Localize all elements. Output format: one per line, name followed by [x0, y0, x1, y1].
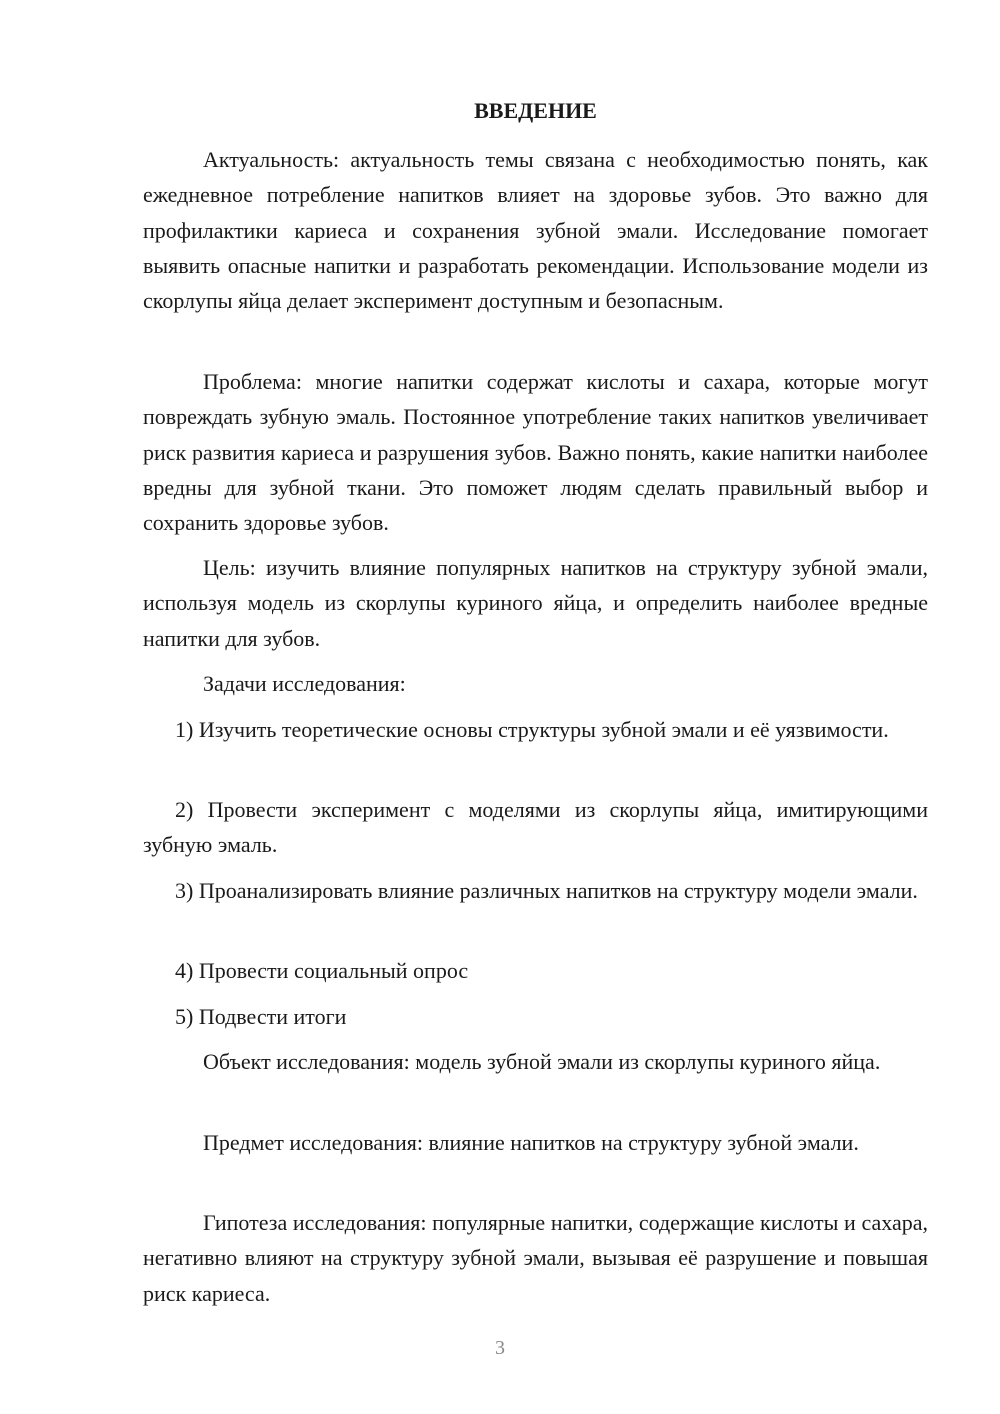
object-paragraph: Объект исследования: модель зубной эмали из скорлупы куриного яйца.: [203, 1049, 881, 1074]
problem-paragraph: Проблема: многие напитки содержат кислоты и сахара, которые могут повреждать зубную эмаль. Постоянное употребление таких напитков увеличивает риск развития кариеса и разрушения зубов. Важно понять, какие напитки наиболее вредны для зубной ткани. Это поможет людям сделать правильный выбор и сохранить здоровье зубов.: [143, 369, 928, 536]
goal-paragraph: Цель: изучить влияние популярных напитков на структуру зубной эмали, используя модель из скорлупы куриного яйца, и определить наиболее вредные напитки для зубов.: [143, 555, 928, 651]
subject-paragraph: Предмет исследования: влияние напитков на структуру зубной эмали.: [203, 1130, 859, 1155]
hypothesis-paragraph: Гипотеза исследования: популярные напитки, содержащие кислоты и сахара, негативно влияют на структуру зубной эмали, вызывая её разрушение и повышая риск кариеса.: [143, 1210, 928, 1306]
task-item-4: 4) Провести социальный опрос: [175, 958, 469, 983]
task-item-1: 1) Изучить теоретические основы структуры зубной эмали и её уязвимости.: [175, 717, 889, 742]
task-item-5: 5) Подвести итоги: [175, 1004, 347, 1029]
tasks-heading: Задачи исследования:: [203, 671, 406, 696]
page-title: ВВЕДЕНИЕ: [474, 98, 597, 123]
task-item-2: 2) Провести эксперимент с моделями из скорлупы яйца, имитирующими зубную эмаль.: [143, 797, 928, 858]
page-number: 3: [495, 1337, 505, 1359]
task-item-3: 3) Проанализировать влияние различных напитков на структуру модели эмали.: [175, 878, 918, 903]
relevance-paragraph: Актуальность: актуальность темы связана с необходимостью понять, как ежедневное потребление напитков влияет на здоровье зубов. Это важно для профилактики кариеса и сохранения зубной эмали. Исследование помогает выявить опасные напитки и разработать рекомендации. Использование модели из скорлупы яйца делает эксперимент доступным и безопасным.: [143, 147, 928, 314]
